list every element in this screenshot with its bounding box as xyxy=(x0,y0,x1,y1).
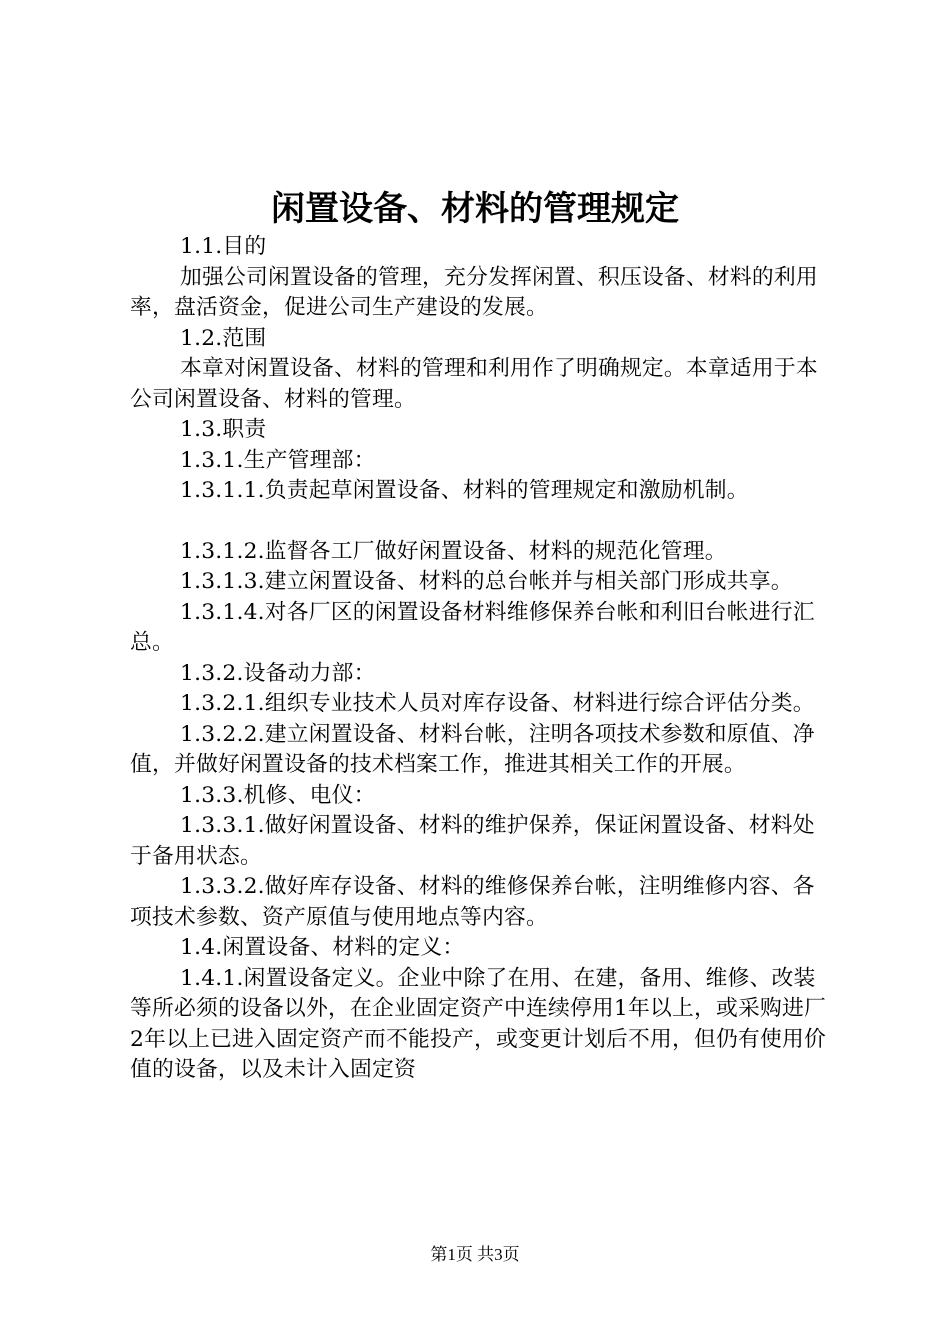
subsection-heading: 1.3.3.机修、电仪： xyxy=(180,782,376,808)
paragraph: 加强公司闲置设备的管理，充分发挥闲置、积压设备、材料的利用率，盘活资金，促进公司生产建设的发展。 xyxy=(130,264,818,320)
paragraph: 1.3.1.4.对各厂区的闲置设备材料维修保养台帐和利旧台帐进行汇总。 xyxy=(130,599,815,655)
paragraph: 1.3.1.3.建立闲置设备、材料的总台帐并与相关部门形成共享。 xyxy=(180,569,793,594)
paragraph: 1.3.1.1.负责起草闲置设备、材料的管理规定和激励机制。 xyxy=(180,478,749,503)
section-heading: 1.4.闲置设备、材料的定义： xyxy=(180,935,465,960)
paragraph: 1.3.2.1.组织专业技术人员对库存设备、材料进行综合评估分类。 xyxy=(180,691,815,716)
paragraph: 本章对闲置设备、材料的管理和利用作了明确规定。本章适用于本公司闲置设备、材料的管理。 xyxy=(130,356,818,412)
subsection-heading: 1.3.1.生产管理部： xyxy=(180,447,376,473)
paragraph: 1.3.2.2.建立闲置设备、材料台帐，注明各项技术参数和原值、净值，并做好闲置设备的技术档案工作，推进其相关工作的开展。 xyxy=(130,721,815,777)
page-footer: 第1页 共3页 xyxy=(430,1245,520,1264)
paragraph: 1.3.1.2.监督各工厂做好闲置设备、材料的规范化管理。 xyxy=(180,538,727,564)
document-title: 闲置设备、材料的管理规定 xyxy=(271,189,679,229)
paragraph: 1.3.3.1.做好闲置设备、材料的维护保养，保证闲置设备、材料处于备用状态。 xyxy=(130,813,815,869)
document-body xyxy=(130,232,830,1086)
subsection-heading: 1.3.2.设备动力部： xyxy=(180,660,376,686)
section-heading: 1.3.职责 xyxy=(180,417,267,442)
section-heading: 1.2.范围 xyxy=(180,325,267,351)
section-heading: 1.1.目的 xyxy=(180,234,267,259)
paragraph: 1.3.3.2.做好库存设备、材料的维修保养台帐，注明维修内容、各项技术参数、资产原值与使用地点等内容。 xyxy=(130,874,815,930)
paragraph: 1.4.1.闲置设备定义。企业中除了在用、在建，备用、维修、改装等所必须的设备以外，在企业固定资产中连续停用1年以上，或采购进厂2年以上已进入固定资产而不能投产，或变更计划后不用，但仍有使用价值的设备，以及未计入固定资 xyxy=(130,965,826,1082)
